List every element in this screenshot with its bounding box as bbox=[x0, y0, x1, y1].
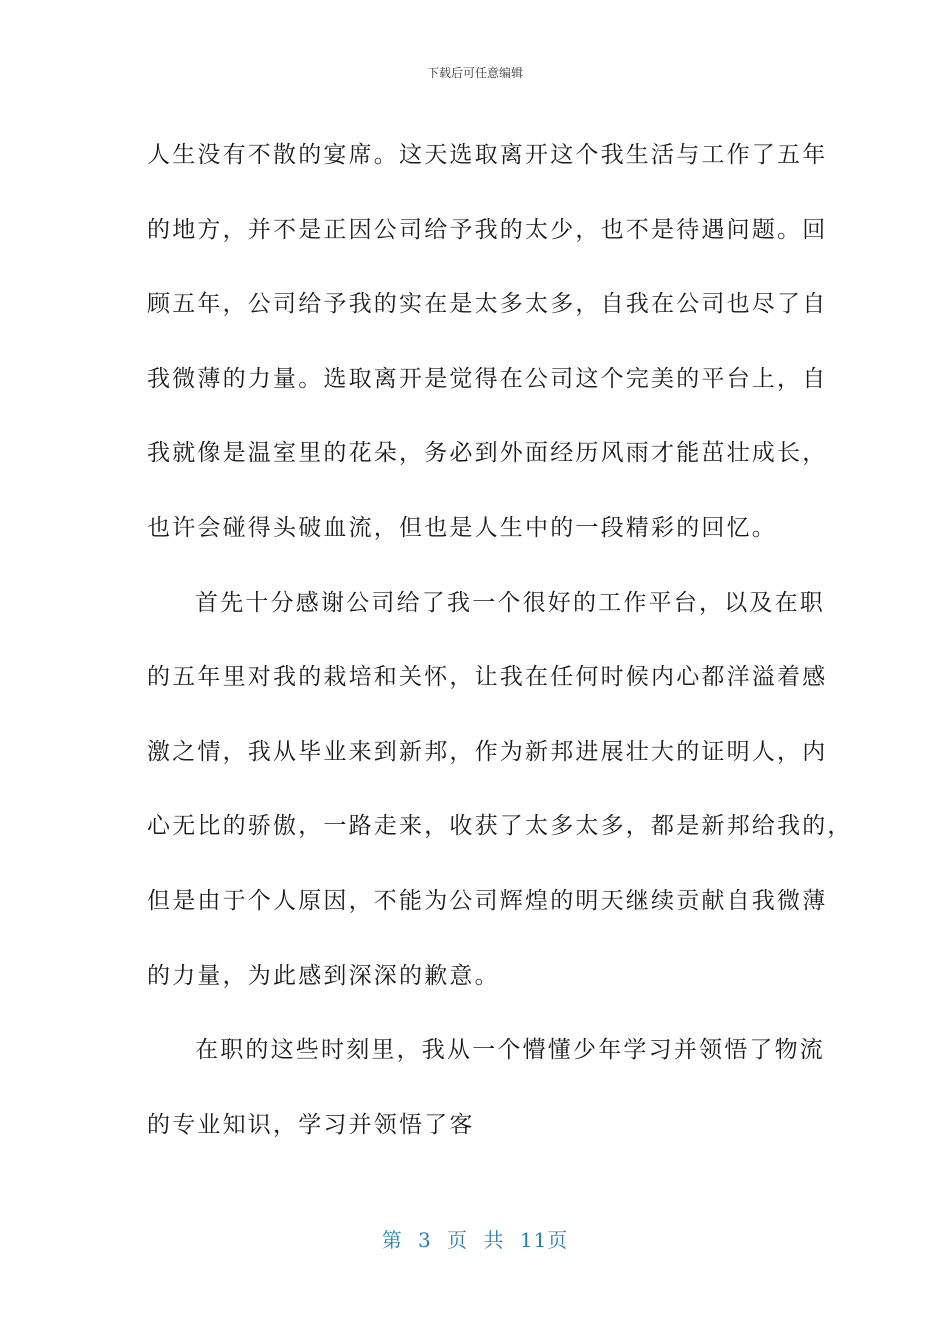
text-line: 首先十分感谢公司给了我一个很好的工作平台，以及在职 bbox=[195, 589, 825, 616]
text-line: 顾五年，公司给予我的实在是太多太多，自我在公司也尽了自 bbox=[147, 291, 828, 318]
document-body bbox=[147, 118, 853, 1162]
page-number-footer: 第 3 页 共 11页 bbox=[381, 1228, 569, 1252]
text-line: 我微薄的力量。选取离开是觉得在公司这个完美的平台上，自 bbox=[147, 365, 828, 392]
text-line: 但是由于个人原因，不能为公司辉煌的明天继续贡献自我微薄 bbox=[147, 887, 828, 914]
text-line: 在职的这些时刻里，我从一个懵懂少年学习并领悟了物流 bbox=[195, 1037, 825, 1064]
text-line: 的专业知识，学习并领悟了客 bbox=[147, 1111, 475, 1138]
text-line: 也许会碰得头破血流，但也是人生中的一段精彩的回忆。 bbox=[147, 514, 777, 541]
paragraph-3 bbox=[147, 1013, 825, 1162]
text-line: 的地方，并不是正因公司给予我的太少，也不是待遇问题。回 bbox=[147, 216, 828, 243]
text-line: 激之情，我从毕业来到新邦，作为新邦进展壮大的证明人，内 bbox=[147, 738, 828, 765]
paragraph-2 bbox=[147, 566, 853, 1014]
text-line: 心无比的骄傲，一路走来，收获了太多太多，都是新邦给我的， bbox=[147, 813, 853, 840]
text-line: 的力量，为此感到深深的歉意。 bbox=[147, 962, 500, 989]
text-line: 人生没有不散的宴席。这天选取离开这个我生活与工作了五年 bbox=[147, 142, 828, 168]
text-line: 我就像是温室里的花朵，务必到外面经历风雨才能茁壮成长， bbox=[147, 440, 828, 467]
paragraph-1 bbox=[147, 118, 828, 566]
text-line: 的五年里对我的栽培和关怀，让我在任何时候内心都洋溢着感 bbox=[147, 664, 828, 691]
page-header: 下载后可任意编辑 bbox=[426, 66, 523, 80]
